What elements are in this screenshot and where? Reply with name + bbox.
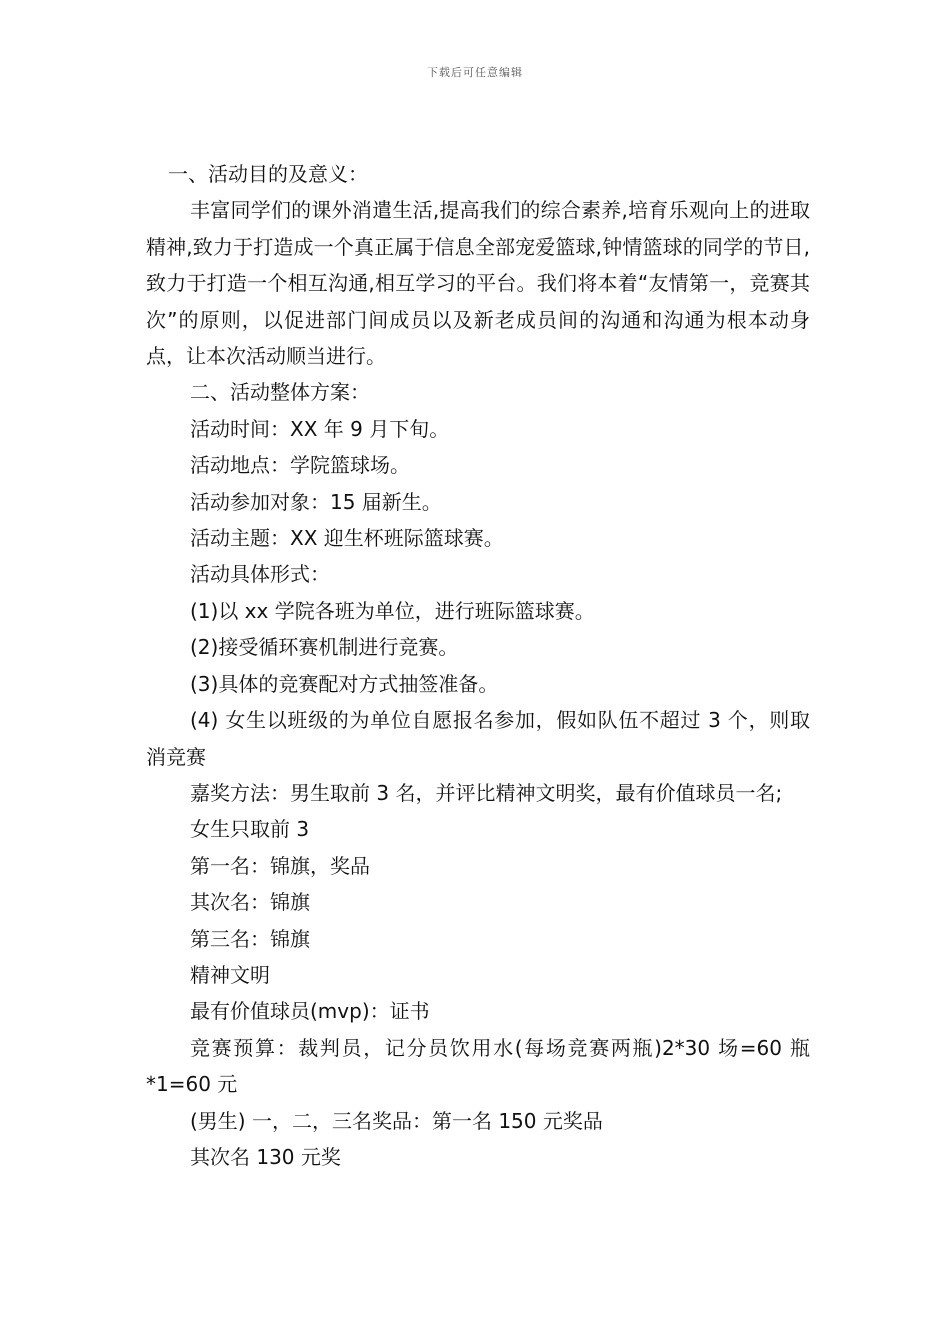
- paragraph-first-place: 第一名：锦旗，奖品: [190, 853, 370, 878]
- paragraph-budget: 竞赛预算：裁判员，记分员饮用水(每场竞赛两瓶)2*30 场=60 瓶*1=60 元: [146, 1035, 810, 1097]
- section-heading-plan: 二、活动整体方案：: [190, 380, 370, 405]
- paragraph-second-prize: 其次名 130 元奖: [190, 1144, 341, 1169]
- paragraph-awards: 嘉奖方法：男生取前 3 名，并评比精神文明奖，最有价值球员一名;: [190, 780, 783, 805]
- list-item-format-4: (4) 女生以班级的为单位自愿报名参加，假如队伍不超过 3 个，则取消竞赛: [146, 708, 810, 769]
- list-item-format-2: (2)接受循环赛机制进行竞赛。: [190, 635, 459, 660]
- section-heading-purpose: 一、活动目的及意义：: [168, 162, 368, 186]
- paragraph-format-heading: 活动具体形式：: [190, 562, 330, 587]
- paragraph-mvp: 最有价值球员(mvp)：证书: [190, 999, 430, 1024]
- paragraph-second-place: 其次名：锦旗: [190, 890, 310, 915]
- paragraph-third-place: 第三名：锦旗: [190, 926, 310, 951]
- paragraph-purpose: 丰富同学们的课外消遣生活,提高我们的综合素养,培育乐观向上的进取精神,致力于打造成一个真正属于信息全部宠爱篮球,钟情篮球的同学的节日,致力于打造一个相互沟通,相互学习的平台。我们将本着“友情第一，竞赛其次”的原则，以促进部门间成员以及新老成员间的沟通和沟通为根本动身点，让本次活动顺当进行。: [146, 198, 810, 369]
- paragraph-participants: 活动参加对象：15 届新生。: [190, 489, 442, 514]
- paragraph-men-prizes: (男生) 一，二，三名奖品：第一名 150 元奖品: [190, 1108, 603, 1133]
- paragraph-sportsmanship: 精神文明: [190, 962, 270, 987]
- document-body: [146, 156, 810, 1175]
- paragraph-women-awards: 女生只取前 3: [190, 817, 310, 842]
- paragraph-location: 活动地点：学院篮球场。: [190, 453, 410, 478]
- list-item-format-3: (3)具体的竞赛配对方式抽签准备。: [190, 671, 499, 696]
- header-note: 下载后可任意编辑: [427, 66, 523, 79]
- paragraph-theme: 活动主题：XX 迎生杯班际篮球赛。: [190, 526, 504, 551]
- paragraph-time: 活动时间：XX 年 9 月下旬。: [190, 416, 450, 441]
- list-item-format-1: (1)以 xx 学院各班为单位，进行班际篮球赛。: [190, 598, 595, 623]
